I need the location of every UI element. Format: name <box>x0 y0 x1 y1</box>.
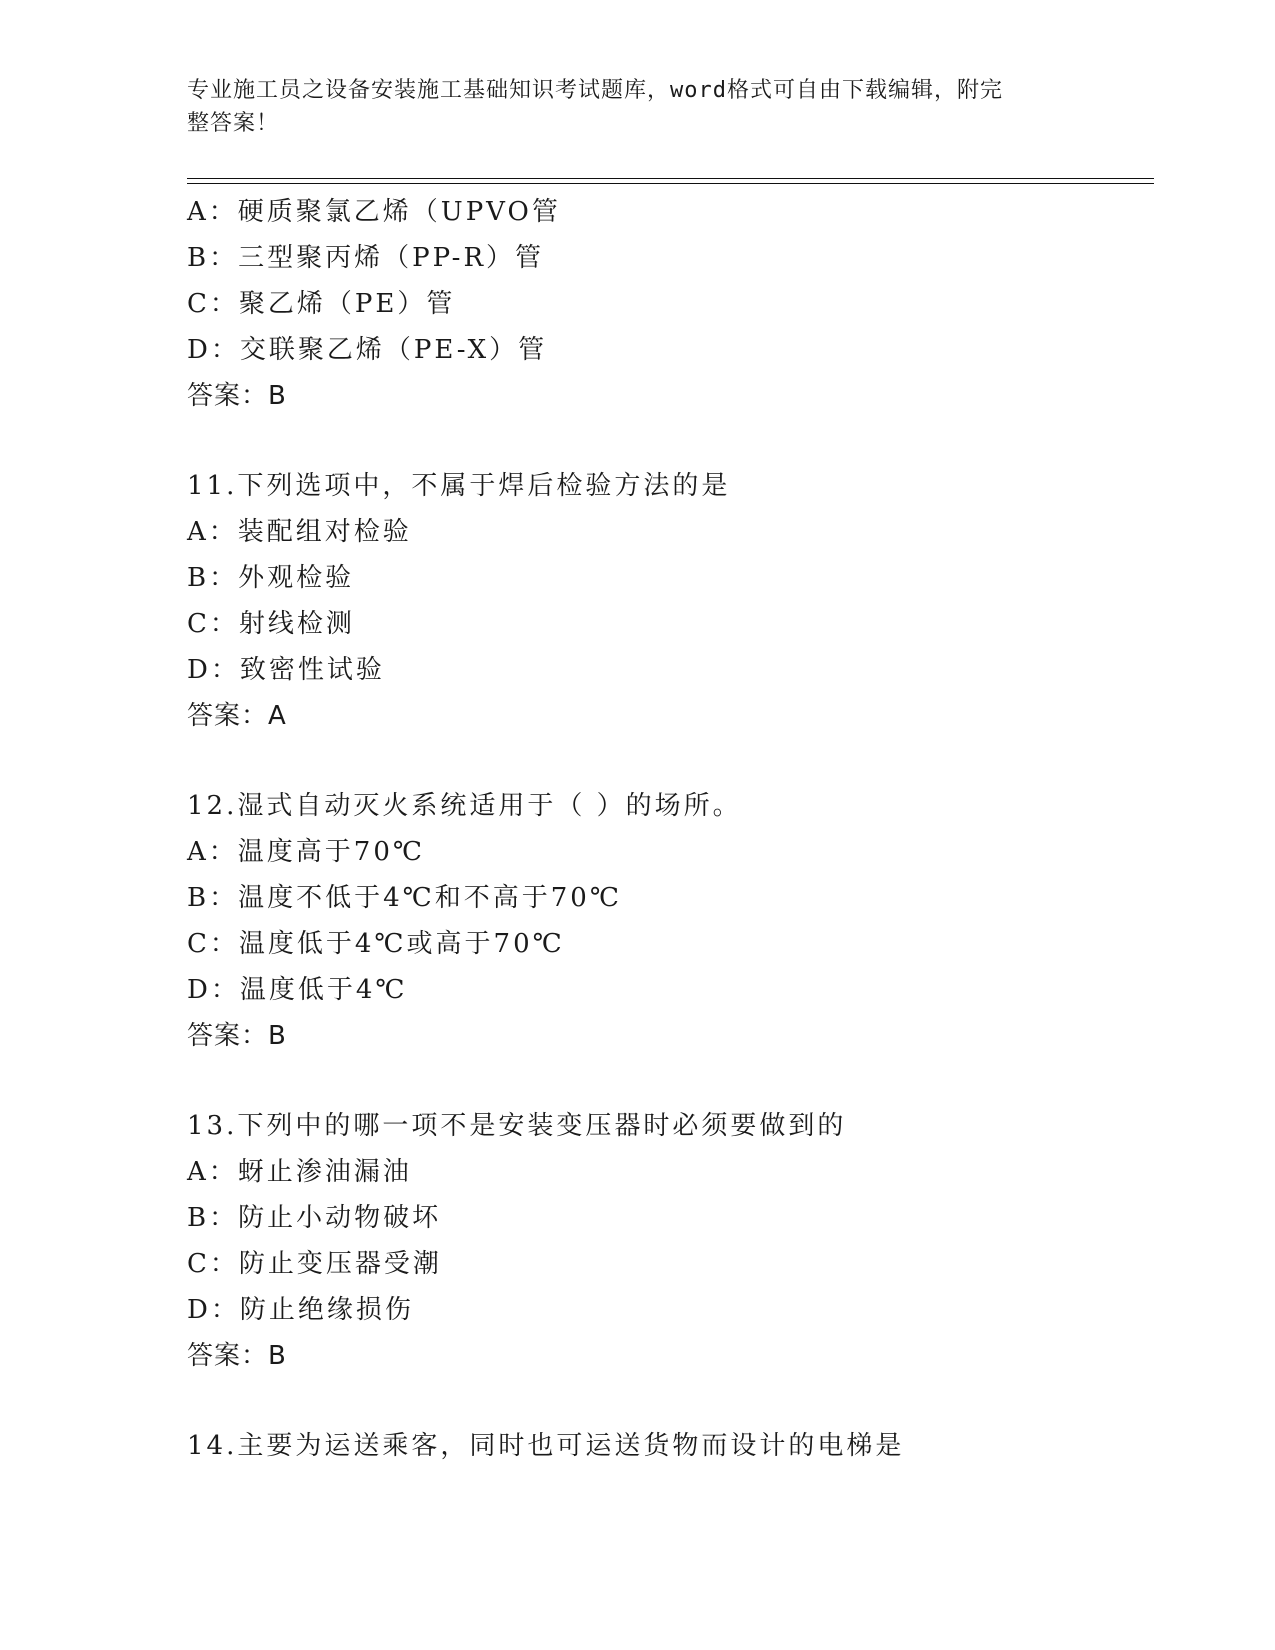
question-stem: 11.下列选项中，不属于焊后检验方法的是 <box>187 471 731 501</box>
question-14 <box>187 1423 1147 1469</box>
header-rule-top <box>187 178 1154 179</box>
question-13 <box>187 1103 1147 1379</box>
question-stem: 14.主要为运送乘客，同时也可运送货物而设计的电梯是 <box>187 1431 905 1461</box>
answer: 答案：A <box>187 701 287 731</box>
question-stem: 13.下列中的哪一项不是安装变压器时必须要做到的 <box>187 1111 847 1141</box>
option-c: C：射线检测 <box>187 609 355 639</box>
option-d: D：交联聚乙烯（PE-X）管 <box>187 335 548 365</box>
option-a: A：蚜止渗油漏油 <box>187 1157 412 1187</box>
option-c: C：聚乙烯（PE）管 <box>187 289 456 319</box>
option-b: B：防止小动物破坏 <box>187 1203 442 1233</box>
question-gap <box>187 1379 1147 1423</box>
header-line-2: 整答案！ <box>187 111 280 136</box>
option-b: B：三型聚丙烯（PP-R）管 <box>187 243 545 273</box>
option-d: D：防止绝缘损伤 <box>187 1295 414 1325</box>
question-10 <box>187 189 1147 419</box>
question-gap <box>187 1059 1147 1103</box>
option-d: D：致密性试验 <box>187 655 385 685</box>
option-a: A：装配组对检验 <box>187 517 412 547</box>
question-stem: 12.湿式自动灭火系统适用于（ ）的场所。 <box>187 791 742 821</box>
question-gap <box>187 419 1147 463</box>
option-a: A：温度高于70℃ <box>187 837 425 867</box>
answer: 答案：B <box>187 381 287 411</box>
header-line-1: 专业施工员之设备安装施工基础知识考试题库，word格式可自由下载编辑，附完 <box>187 78 1003 103</box>
option-d: D：温度低于4℃ <box>187 975 408 1005</box>
option-a: A：硬质聚氯乙烯（UPVO管 <box>187 197 561 227</box>
question-list <box>187 189 1147 1469</box>
option-b: B：温度不低于4℃和不高于70℃ <box>187 883 622 913</box>
answer: 答案：B <box>187 1341 287 1371</box>
header-rule-bottom <box>187 183 1154 184</box>
option-b: B：外观检验 <box>187 563 355 593</box>
answer: 答案：B <box>187 1021 287 1051</box>
document-header <box>187 74 1067 140</box>
question-gap <box>187 739 1147 783</box>
question-12 <box>187 783 1147 1059</box>
option-c: C：温度低于4℃或高于70℃ <box>187 929 565 959</box>
question-11 <box>187 463 1147 739</box>
option-c: C：防止变压器受潮 <box>187 1249 442 1279</box>
